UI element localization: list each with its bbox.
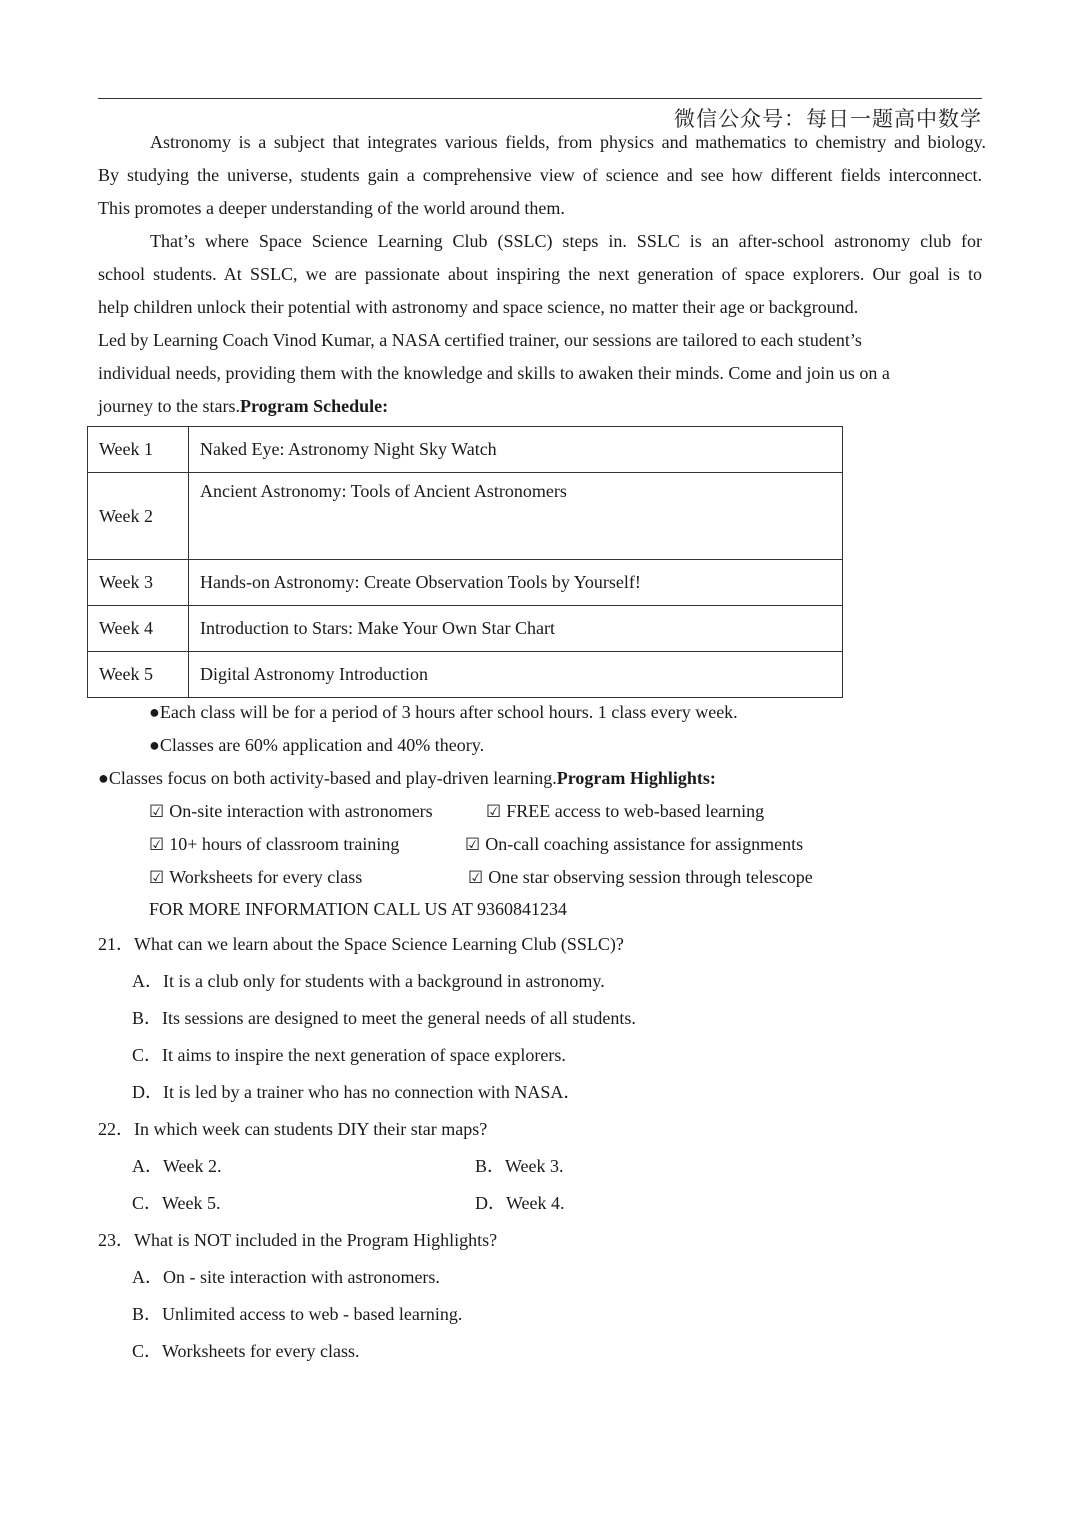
highlight-item: ☑ On-site interaction with astronomers — [149, 801, 433, 822]
passage-line: journey to the stars.Program Schedule: — [98, 396, 389, 416]
highlight-item: ☑ FREE access to web-based learning — [486, 801, 765, 822]
highlight-item: ☑ On-call coaching assistance for assignments — [465, 834, 804, 855]
topic-cell: Hands-on Astronomy: Create Observation Tools by Yourself! — [189, 560, 843, 606]
table-row — [88, 652, 843, 698]
passage-line: This promotes a deeper understanding of the world around them. — [98, 198, 565, 218]
question-stem: 22．In which week can students DIY their star maps? — [98, 1119, 488, 1139]
checkbox-icon: ☑ — [465, 835, 481, 855]
week-cell: Week 4 — [88, 606, 189, 652]
week-cell: Week 3 — [88, 560, 189, 606]
checkbox-icon: ☑ — [149, 868, 165, 888]
passage-line: That’s where Space Science Learning Club (SSLC) steps in. SSLC is an after-school astronomy club for — [150, 231, 982, 251]
answer-option: A．On - site interaction with astronomers. — [132, 1267, 440, 1287]
answer-option: B．Its sessions are designed to meet the general needs of all students. — [132, 1008, 636, 1028]
highlight-item: ☑ 10+ hours of classroom training — [149, 834, 400, 855]
week-cell: Week 5 — [88, 652, 189, 698]
highlight-item: ☑ One star observing session through telescope — [468, 867, 813, 888]
passage-line: individual needs, providing them with the knowledge and skills to awaken their minds. Come and join us on a — [98, 363, 890, 383]
topic-cell: Naked Eye: Astronomy Night Sky Watch — [189, 427, 843, 473]
checkbox-icon: ☑ — [468, 868, 484, 888]
table-row — [88, 606, 843, 652]
note-item: ●Classes are 60% application and 40% theory. — [149, 735, 485, 755]
header-rule — [98, 98, 982, 99]
checkbox-icon: ☑ — [149, 835, 165, 855]
note-item: ●Each class will be for a period of 3 hours after school hours. 1 class every week. — [149, 702, 738, 722]
header-label: 微信公众号：每日一题高中数学 — [674, 107, 982, 131]
table-row — [88, 473, 843, 560]
answer-option: C．It aims to inspire the next generation of space explorers. — [132, 1045, 566, 1065]
topic-cell: Digital Astronomy Introduction — [189, 652, 843, 698]
week-cell: Week 1 — [88, 427, 189, 473]
answer-option: A．It is a club only for students with a background in astronomy. — [132, 971, 605, 991]
answer-option: C．Week 5. — [132, 1193, 221, 1213]
answer-option: B．Week 3. — [475, 1156, 564, 1176]
passage-line: By studying the universe, students gain a comprehensive view of science and see how different fields interconnect. — [98, 165, 982, 185]
question-stem: 23．What is NOT included in the Program Highlights? — [98, 1230, 498, 1250]
answer-option: D．Week 4. — [475, 1193, 565, 1213]
contact-info: FOR MORE INFORMATION CALL US AT 9360841234 — [149, 899, 568, 919]
note-item: ●Classes focus on both activity-based and play-driven learning.Program Highlights: — [98, 768, 716, 788]
highlights-heading: Program Highlights: — [556, 768, 716, 788]
answer-option: C．Worksheets for every class. — [132, 1341, 360, 1361]
checkbox-icon: ☑ — [149, 802, 165, 822]
schedule-table — [87, 426, 843, 698]
passage-line: help children unlock their potential with astronomy and space science, no matter their age or background. — [98, 297, 859, 317]
question-stem: 21．What can we learn about the Space Science Learning Club (SSLC)? — [98, 934, 624, 954]
table-row — [88, 427, 843, 473]
passage-line: school students. At SSLC, we are passionate about inspiring the next generation of space explorers. Our goal is to — [98, 264, 982, 284]
passage-line: Astronomy is a subject that integrates various fields, from physics and mathematics to chemistry and biology. — [150, 132, 986, 152]
schedule-heading: Program Schedule: — [239, 396, 389, 416]
answer-option: A．Week 2. — [132, 1156, 222, 1176]
answer-option: B．Unlimited access to web - based learning. — [132, 1304, 463, 1324]
week-cell: Week 2 — [88, 473, 189, 560]
answer-option: D．It is led by a trainer who has no connection with NASA． — [132, 1082, 582, 1102]
passage-line: Led by Learning Coach Vinod Kumar, a NASA certified trainer, our sessions are tailored to each student’s — [98, 330, 862, 350]
topic-cell: Introduction to Stars: Make Your Own Star Chart — [189, 606, 843, 652]
checkbox-icon: ☑ — [486, 802, 502, 822]
table-row — [88, 560, 843, 606]
topic-cell: Ancient Astronomy: Tools of Ancient Astronomers — [189, 473, 843, 560]
highlight-item: ☑ Worksheets for every class — [149, 867, 363, 888]
